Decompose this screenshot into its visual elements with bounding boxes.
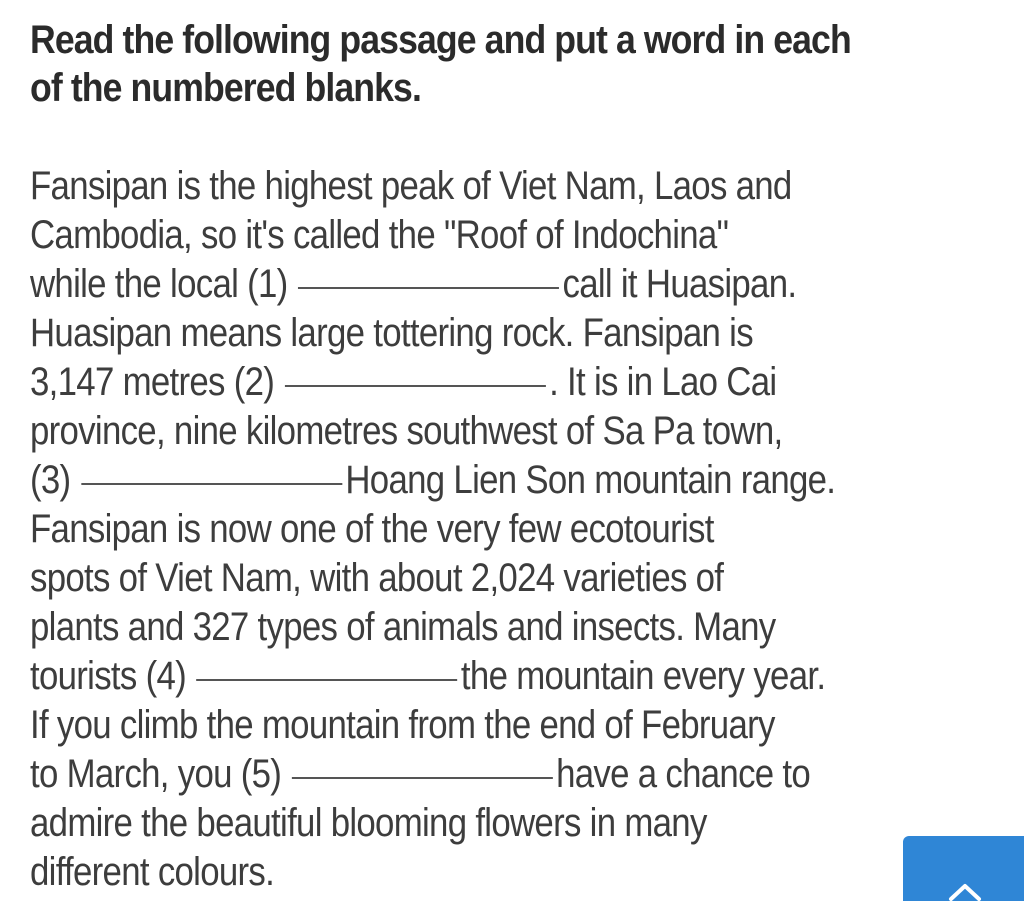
passage-text: . It is in Lao Cai <box>549 360 777 404</box>
answer-blank-1 <box>298 287 559 289</box>
passage-line: Fansipan is the highest peak of Viet Nam, Laos and <box>30 164 792 208</box>
passage-line <box>30 260 952 309</box>
passage-line: Huasipan means large tottering rock. Fansipan is <box>30 311 753 355</box>
passage-text: call it Huasipan. <box>562 262 797 306</box>
passage <box>30 162 1024 897</box>
answer-blank-3 <box>81 483 342 485</box>
instruction-line-1: Read the following passage and put a word in each <box>30 18 851 62</box>
passage-text: to March, you (5) <box>30 752 282 796</box>
passage-text: the mountain every year. <box>460 654 826 698</box>
answer-blank-5 <box>292 777 553 779</box>
passage-text: while the local (1) <box>30 262 288 306</box>
passage-text: tourists (4) <box>30 654 187 698</box>
passage-line: different colours. <box>30 850 275 894</box>
instruction <box>30 16 902 112</box>
passage-line: Cambodia, so it's called the "Roof of Indochina" <box>30 213 729 257</box>
passage-line: Fansipan is now one of the very few ecotourist <box>30 507 714 551</box>
chevron-up-icon <box>948 882 982 901</box>
passage-line: province, nine kilometres southwest of Sa Pa town, <box>30 409 783 453</box>
passage-text: 3,147 metres (2) <box>30 360 275 404</box>
scroll-to-top-button[interactable] <box>903 836 1024 901</box>
passage-line: plants and 327 types of animals and insects. Many <box>30 605 776 649</box>
passage-text: (3) <box>30 458 71 502</box>
answer-blank-4 <box>196 679 457 681</box>
passage-line: If you climb the mountain from the end of February <box>30 703 775 747</box>
passage-text: Hoang Lien Son mountain range. <box>345 458 836 502</box>
passage-text: have a chance to <box>556 752 811 796</box>
passage-line: admire the beautiful blooming flowers in many <box>30 801 707 845</box>
passage-line <box>30 358 952 407</box>
passage-line <box>30 750 952 799</box>
answer-blank-2 <box>285 385 546 387</box>
instruction-line-2: of the numbered blanks. <box>30 66 421 110</box>
passage-line: spots of Viet Nam, with about 2,024 varieties of <box>30 556 724 600</box>
passage-line <box>30 456 952 505</box>
passage-line <box>30 652 952 701</box>
